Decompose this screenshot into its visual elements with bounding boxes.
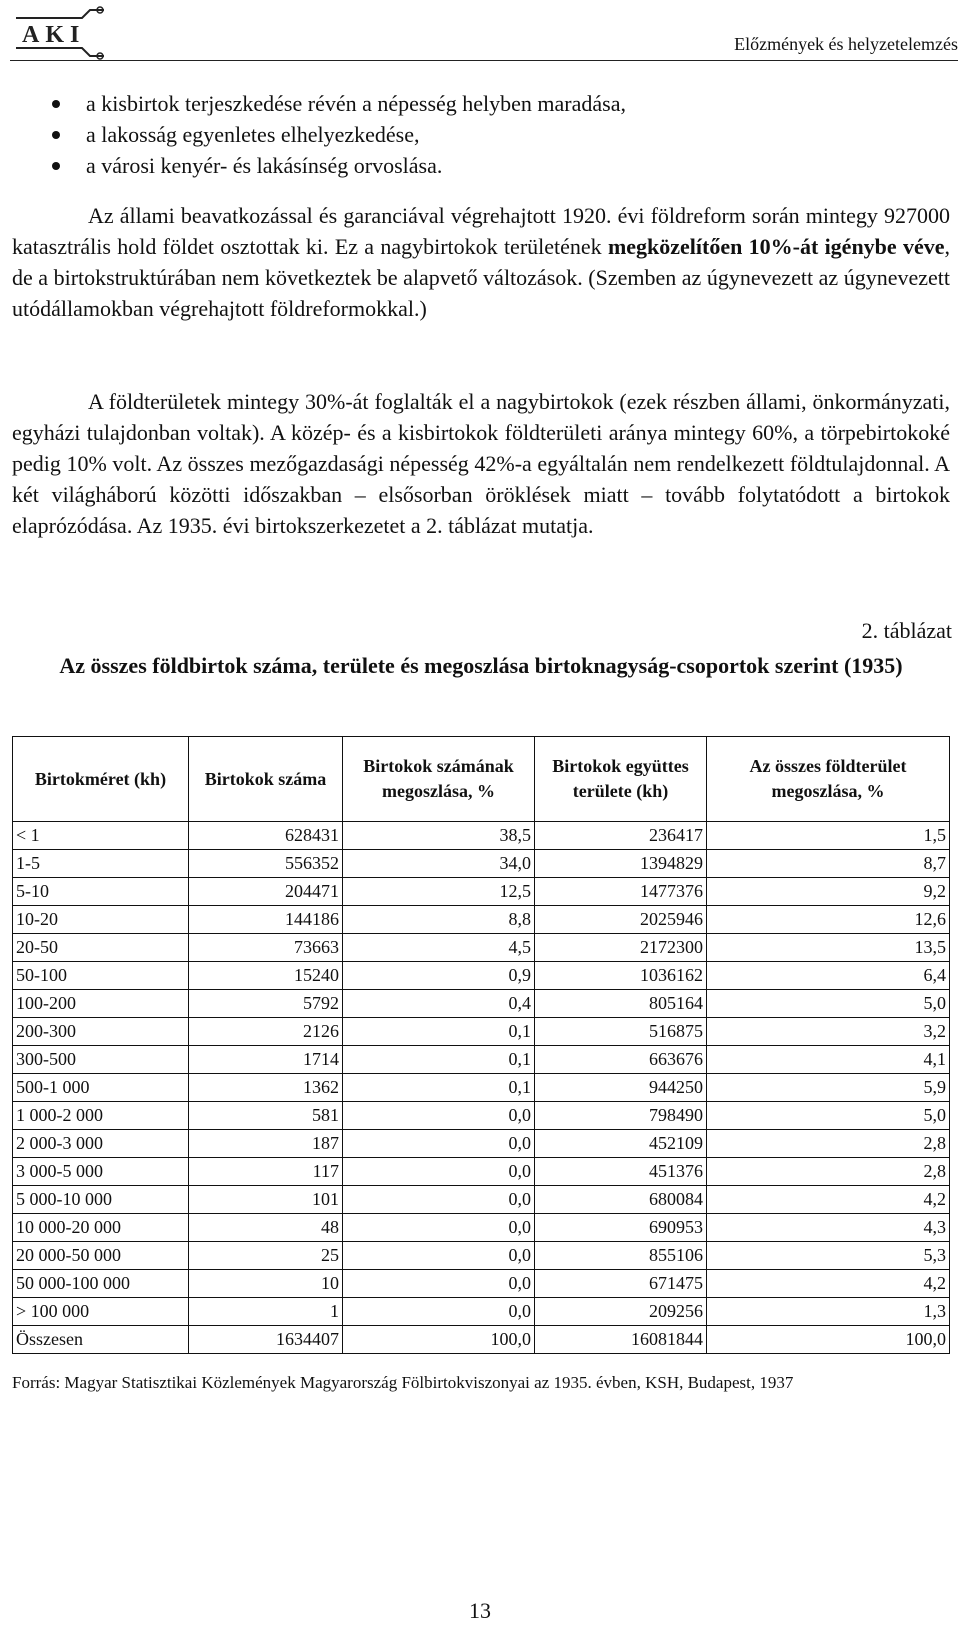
table-cell: Összesen xyxy=(13,1326,189,1354)
table-cell: 3 000-5 000 xyxy=(13,1158,189,1186)
table-cell: 663676 xyxy=(535,1046,707,1074)
table-cell: 805164 xyxy=(535,990,707,1018)
table-cell: 48 xyxy=(189,1214,343,1242)
table-cell: 0,0 xyxy=(343,1158,535,1186)
table-cell: 1477376 xyxy=(535,878,707,906)
table-cell: 5,0 xyxy=(707,1102,950,1130)
table-cell: 5,0 xyxy=(707,990,950,1018)
table-cell: 581 xyxy=(189,1102,343,1130)
table-cell: 73663 xyxy=(189,934,343,962)
table-cell: 0,0 xyxy=(343,1102,535,1130)
table-cell: 1,5 xyxy=(707,822,950,850)
section-title: Előzmények és helyzetelemzés xyxy=(734,34,958,54)
table-cell: 2126 xyxy=(189,1018,343,1046)
table-cell: 680084 xyxy=(535,1186,707,1214)
table-cell: 855106 xyxy=(535,1242,707,1270)
table-cell: 34,0 xyxy=(343,850,535,878)
col-header-count-share: Birtokok számának megoszlása, % xyxy=(343,737,535,822)
table-cell: 0,1 xyxy=(343,1046,535,1074)
table-cell: 0,0 xyxy=(343,1186,535,1214)
table-row xyxy=(13,1130,950,1158)
table-cell: 10-20 xyxy=(13,906,189,934)
table-cell: 5792 xyxy=(189,990,343,1018)
bullet-list xyxy=(52,88,932,181)
table-row xyxy=(13,878,950,906)
table-cell: 690953 xyxy=(535,1214,707,1242)
table-row xyxy=(13,1298,950,1326)
list-item: a lakosság egyenletes elhelyezkedése, xyxy=(52,119,932,150)
table-row xyxy=(13,1074,950,1102)
table-cell: 5,3 xyxy=(707,1242,950,1270)
table-cell: 204471 xyxy=(189,878,343,906)
table-row xyxy=(13,1270,950,1298)
table-cell: 500-1 000 xyxy=(13,1074,189,1102)
table-cell: 200-300 xyxy=(13,1018,189,1046)
table-cell: 16081844 xyxy=(535,1326,707,1354)
paragraph-land-reform: Az állami beavatkozással és garanciával végrehajtott 1920. évi földreform során mintegy 927000 katasztrális hold földet osztottak ki. Ez a nagybirtokok területének megközelítően 10%-át igénybe véve, de a birtokstruktúrában nem következtek be alapvető változások. (Szemben az úgynevezett az úgynevezett utódállamokban végrehajtott földreformokkal.) xyxy=(12,203,950,321)
table-row xyxy=(13,1102,950,1130)
table-cell: 1036162 xyxy=(535,962,707,990)
col-header-area: Birtokok együttes területe (kh) xyxy=(535,737,707,822)
table-cell: 38,5 xyxy=(343,822,535,850)
page-number: 13 xyxy=(469,1598,491,1623)
table-cell: 9,2 xyxy=(707,878,950,906)
bullet-icon xyxy=(52,162,60,170)
table-cell: 5 000-10 000 xyxy=(13,1186,189,1214)
table-cell: 4,5 xyxy=(343,934,535,962)
table-cell: > 100 000 xyxy=(13,1298,189,1326)
table-cell: 1 000-2 000 xyxy=(13,1102,189,1130)
table-cell: 451376 xyxy=(535,1158,707,1186)
bullet-icon xyxy=(52,100,60,108)
table-cell: 25 xyxy=(189,1242,343,1270)
aki-logo xyxy=(12,4,108,60)
table-cell: 1 xyxy=(189,1298,343,1326)
table-cell: 50-100 xyxy=(13,962,189,990)
table-cell: 6,4 xyxy=(707,962,950,990)
table-cell: 2,8 xyxy=(707,1130,950,1158)
col-header-size: Birtokméret (kh) xyxy=(13,737,189,822)
table-cell: 10 000-20 000 xyxy=(13,1214,189,1242)
table-cell: 944250 xyxy=(535,1074,707,1102)
table-cell: 1,3 xyxy=(707,1298,950,1326)
table-title: Az összes földbirtok száma, területe és megoszlása birtoknagyság-csoportok szerint (1935) xyxy=(59,653,903,678)
land-ownership-table xyxy=(12,736,950,1354)
table-cell: 20 000-50 000 xyxy=(13,1242,189,1270)
table-header-row xyxy=(13,737,950,822)
table-row xyxy=(13,850,950,878)
table-cell: 452109 xyxy=(535,1130,707,1158)
table-cell: 209256 xyxy=(535,1298,707,1326)
table-cell: 100-200 xyxy=(13,990,189,1018)
table-cell: 556352 xyxy=(189,850,343,878)
table-cell: 516875 xyxy=(535,1018,707,1046)
table-cell: 8,8 xyxy=(343,906,535,934)
table-row xyxy=(13,934,950,962)
table-cell: 1634407 xyxy=(189,1326,343,1354)
table-cell: 1714 xyxy=(189,1046,343,1074)
table-number: 2. táblázat xyxy=(861,618,952,643)
header-divider xyxy=(10,60,958,61)
table-cell: 4,2 xyxy=(707,1186,950,1214)
table-cell: 3,2 xyxy=(707,1018,950,1046)
table-cell: 0,4 xyxy=(343,990,535,1018)
table-cell: 2025946 xyxy=(535,906,707,934)
table-cell: 20-50 xyxy=(13,934,189,962)
table-row xyxy=(13,906,950,934)
table-row xyxy=(13,1326,950,1354)
table-cell: 1362 xyxy=(189,1074,343,1102)
table-cell: < 1 xyxy=(13,822,189,850)
table-cell: 0,0 xyxy=(343,1214,535,1242)
table-cell: 5-10 xyxy=(13,878,189,906)
col-header-count: Birtokok száma xyxy=(189,737,343,822)
table-row xyxy=(13,1158,950,1186)
logo-text: AKI xyxy=(22,22,86,48)
table-cell: 0,0 xyxy=(343,1298,535,1326)
table-cell: 1-5 xyxy=(13,850,189,878)
table-row xyxy=(13,962,950,990)
table-cell: 4,3 xyxy=(707,1214,950,1242)
bold-emphasis: megközelítően 10%-át igénybe véve xyxy=(607,234,945,259)
list-item: a városi kenyér- és lakásínség orvoslása. xyxy=(52,150,932,181)
table-cell: 100,0 xyxy=(343,1326,535,1354)
table-row xyxy=(13,1214,950,1242)
table-cell: 300-500 xyxy=(13,1046,189,1074)
table-row xyxy=(13,1018,950,1046)
table-cell: 12,5 xyxy=(343,878,535,906)
table-row xyxy=(13,1046,950,1074)
table-cell: 101 xyxy=(189,1186,343,1214)
col-header-area-share: Az összes földterület megoszlása, % xyxy=(707,737,950,822)
paragraph-land-distribution: A földterületek mintegy 30%-át foglalták el a nagybirtokok (ezek részben állami, önkormányzati, egyházi tulajdonban voltak). A közép- és a kisbirtokok földterületi aránya mintegy 60%, a törpebirtokoké pedig 10% volt. Az összes mezőgazdasági népesség 42%-a egyáltalán nem rendelkezett földtulajdonnal. A két világháború közötti időszakban – elsősorban öröklések miatt – tovább folytatódott a birtokok elaprózódása. Az 1935. évi birtokszerkezetet a 2. táblázat mutatja. xyxy=(12,389,950,538)
table-row xyxy=(13,1242,950,1270)
table-cell: 0,0 xyxy=(343,1270,535,1298)
list-item: a kisbirtok terjeszkedése révén a népesség helyben maradása, xyxy=(52,88,932,119)
table-cell: 5,9 xyxy=(707,1074,950,1102)
table-cell: 0,9 xyxy=(343,962,535,990)
table-cell: 0,0 xyxy=(343,1130,535,1158)
table-cell: 628431 xyxy=(189,822,343,850)
table-cell: 144186 xyxy=(189,906,343,934)
table-cell: 100,0 xyxy=(707,1326,950,1354)
table-cell: 798490 xyxy=(535,1102,707,1130)
page-header xyxy=(10,0,958,62)
table-cell: 671475 xyxy=(535,1270,707,1298)
table-cell: 187 xyxy=(189,1130,343,1158)
table-row xyxy=(13,990,950,1018)
table-cell: 15240 xyxy=(189,962,343,990)
table-cell: 4,1 xyxy=(707,1046,950,1074)
table-cell: 4,2 xyxy=(707,1270,950,1298)
table-cell: 236417 xyxy=(535,822,707,850)
table-cell: 12,6 xyxy=(707,906,950,934)
table-cell: 13,5 xyxy=(707,934,950,962)
table-cell: 2 000-3 000 xyxy=(13,1130,189,1158)
table-row xyxy=(13,1186,950,1214)
table-cell: 117 xyxy=(189,1158,343,1186)
table-cell: 10 xyxy=(189,1270,343,1298)
table-cell: 0,1 xyxy=(343,1074,535,1102)
table-source: Forrás: Magyar Statisztikai Közlemények Magyarország Fölbirtokviszonyai az 1935. évben, KSH, Budapest, 1937 xyxy=(12,1373,794,1392)
table-body xyxy=(13,822,950,1354)
table-cell: 2,8 xyxy=(707,1158,950,1186)
table-cell: 50 000-100 000 xyxy=(13,1270,189,1298)
table-cell: 1394829 xyxy=(535,850,707,878)
table-cell: 0,0 xyxy=(343,1242,535,1270)
table-cell: 0,1 xyxy=(343,1018,535,1046)
table-cell: 8,7 xyxy=(707,850,950,878)
bullet-icon xyxy=(52,131,60,139)
table-row xyxy=(13,822,950,850)
table-cell: 2172300 xyxy=(535,934,707,962)
